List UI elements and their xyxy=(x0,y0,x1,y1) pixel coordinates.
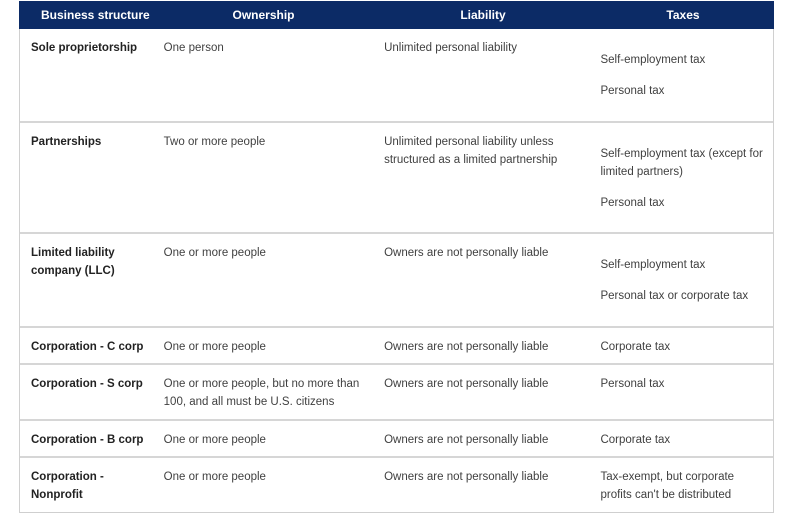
table-row xyxy=(20,421,773,458)
table-row xyxy=(20,458,773,513)
header-ownership: Ownership xyxy=(232,8,295,22)
tax-item: Self-employment tax xyxy=(600,259,706,271)
cell-ownership: One person xyxy=(163,42,224,54)
cell-taxes xyxy=(591,328,773,363)
tax-item: Personal tax or corporate tax xyxy=(600,290,749,302)
tax-item: Personal tax xyxy=(600,197,665,209)
cell-liability: Unlimited personal liability unless structured as a limited partnership xyxy=(384,136,558,166)
table-body xyxy=(19,29,774,513)
cell-liability: Owners are not personally liable xyxy=(384,471,549,483)
table-row xyxy=(20,365,773,421)
tax-item: Personal tax xyxy=(600,378,665,390)
table-row xyxy=(20,29,773,123)
cell-taxes xyxy=(591,29,773,121)
cell-structure: Corporation - C corp xyxy=(31,341,144,353)
cell-taxes xyxy=(591,421,773,456)
tax-item: Corporate tax xyxy=(600,434,671,446)
business-structure-table xyxy=(19,1,774,513)
cell-ownership: Two or more people xyxy=(163,136,266,148)
cell-liability: Owners are not personally liable xyxy=(384,378,549,390)
cell-liability: Owners are not personally liable xyxy=(384,434,549,446)
cell-taxes xyxy=(591,458,773,512)
tax-item: Self-employment tax (except for limited partners) xyxy=(600,148,763,178)
cell-taxes xyxy=(591,234,773,326)
cell-ownership: One or more people, but no more than 100, and all must be U.S. citizens xyxy=(163,378,360,408)
cell-structure: Partnerships xyxy=(31,136,102,148)
cell-taxes xyxy=(591,365,773,419)
tax-item: Self-employment tax xyxy=(600,54,706,66)
header-liability: Liability xyxy=(460,8,506,22)
cell-structure: Limited liability company (LLC) xyxy=(31,247,115,277)
cell-ownership: One or more people xyxy=(163,471,266,483)
cell-liability: Unlimited personal liability xyxy=(384,42,518,54)
table-row xyxy=(20,234,773,328)
cell-structure: Corporation - Nonprofit xyxy=(31,471,104,501)
header-taxes: Taxes xyxy=(666,8,700,22)
header-business-structure: Business structure xyxy=(41,8,150,22)
cell-structure: Sole proprietorship xyxy=(31,42,138,54)
cell-structure: Corporation - S corp xyxy=(31,378,143,390)
table-header xyxy=(19,1,774,29)
cell-ownership: One or more people xyxy=(163,341,266,353)
cell-liability: Owners are not personally liable xyxy=(384,247,549,259)
table-row xyxy=(20,123,773,234)
table-row xyxy=(20,328,773,365)
cell-ownership: One or more people xyxy=(163,247,266,259)
tax-item: Corporate tax xyxy=(600,341,671,353)
cell-taxes xyxy=(591,123,773,232)
cell-liability: Owners are not personally liable xyxy=(384,341,549,353)
tax-item: Tax-exempt, but corporate profits can't be distributed xyxy=(600,471,735,501)
tax-item: Personal tax xyxy=(600,85,665,97)
cell-structure: Corporation - B corp xyxy=(31,434,144,446)
cell-ownership: One or more people xyxy=(163,434,266,446)
